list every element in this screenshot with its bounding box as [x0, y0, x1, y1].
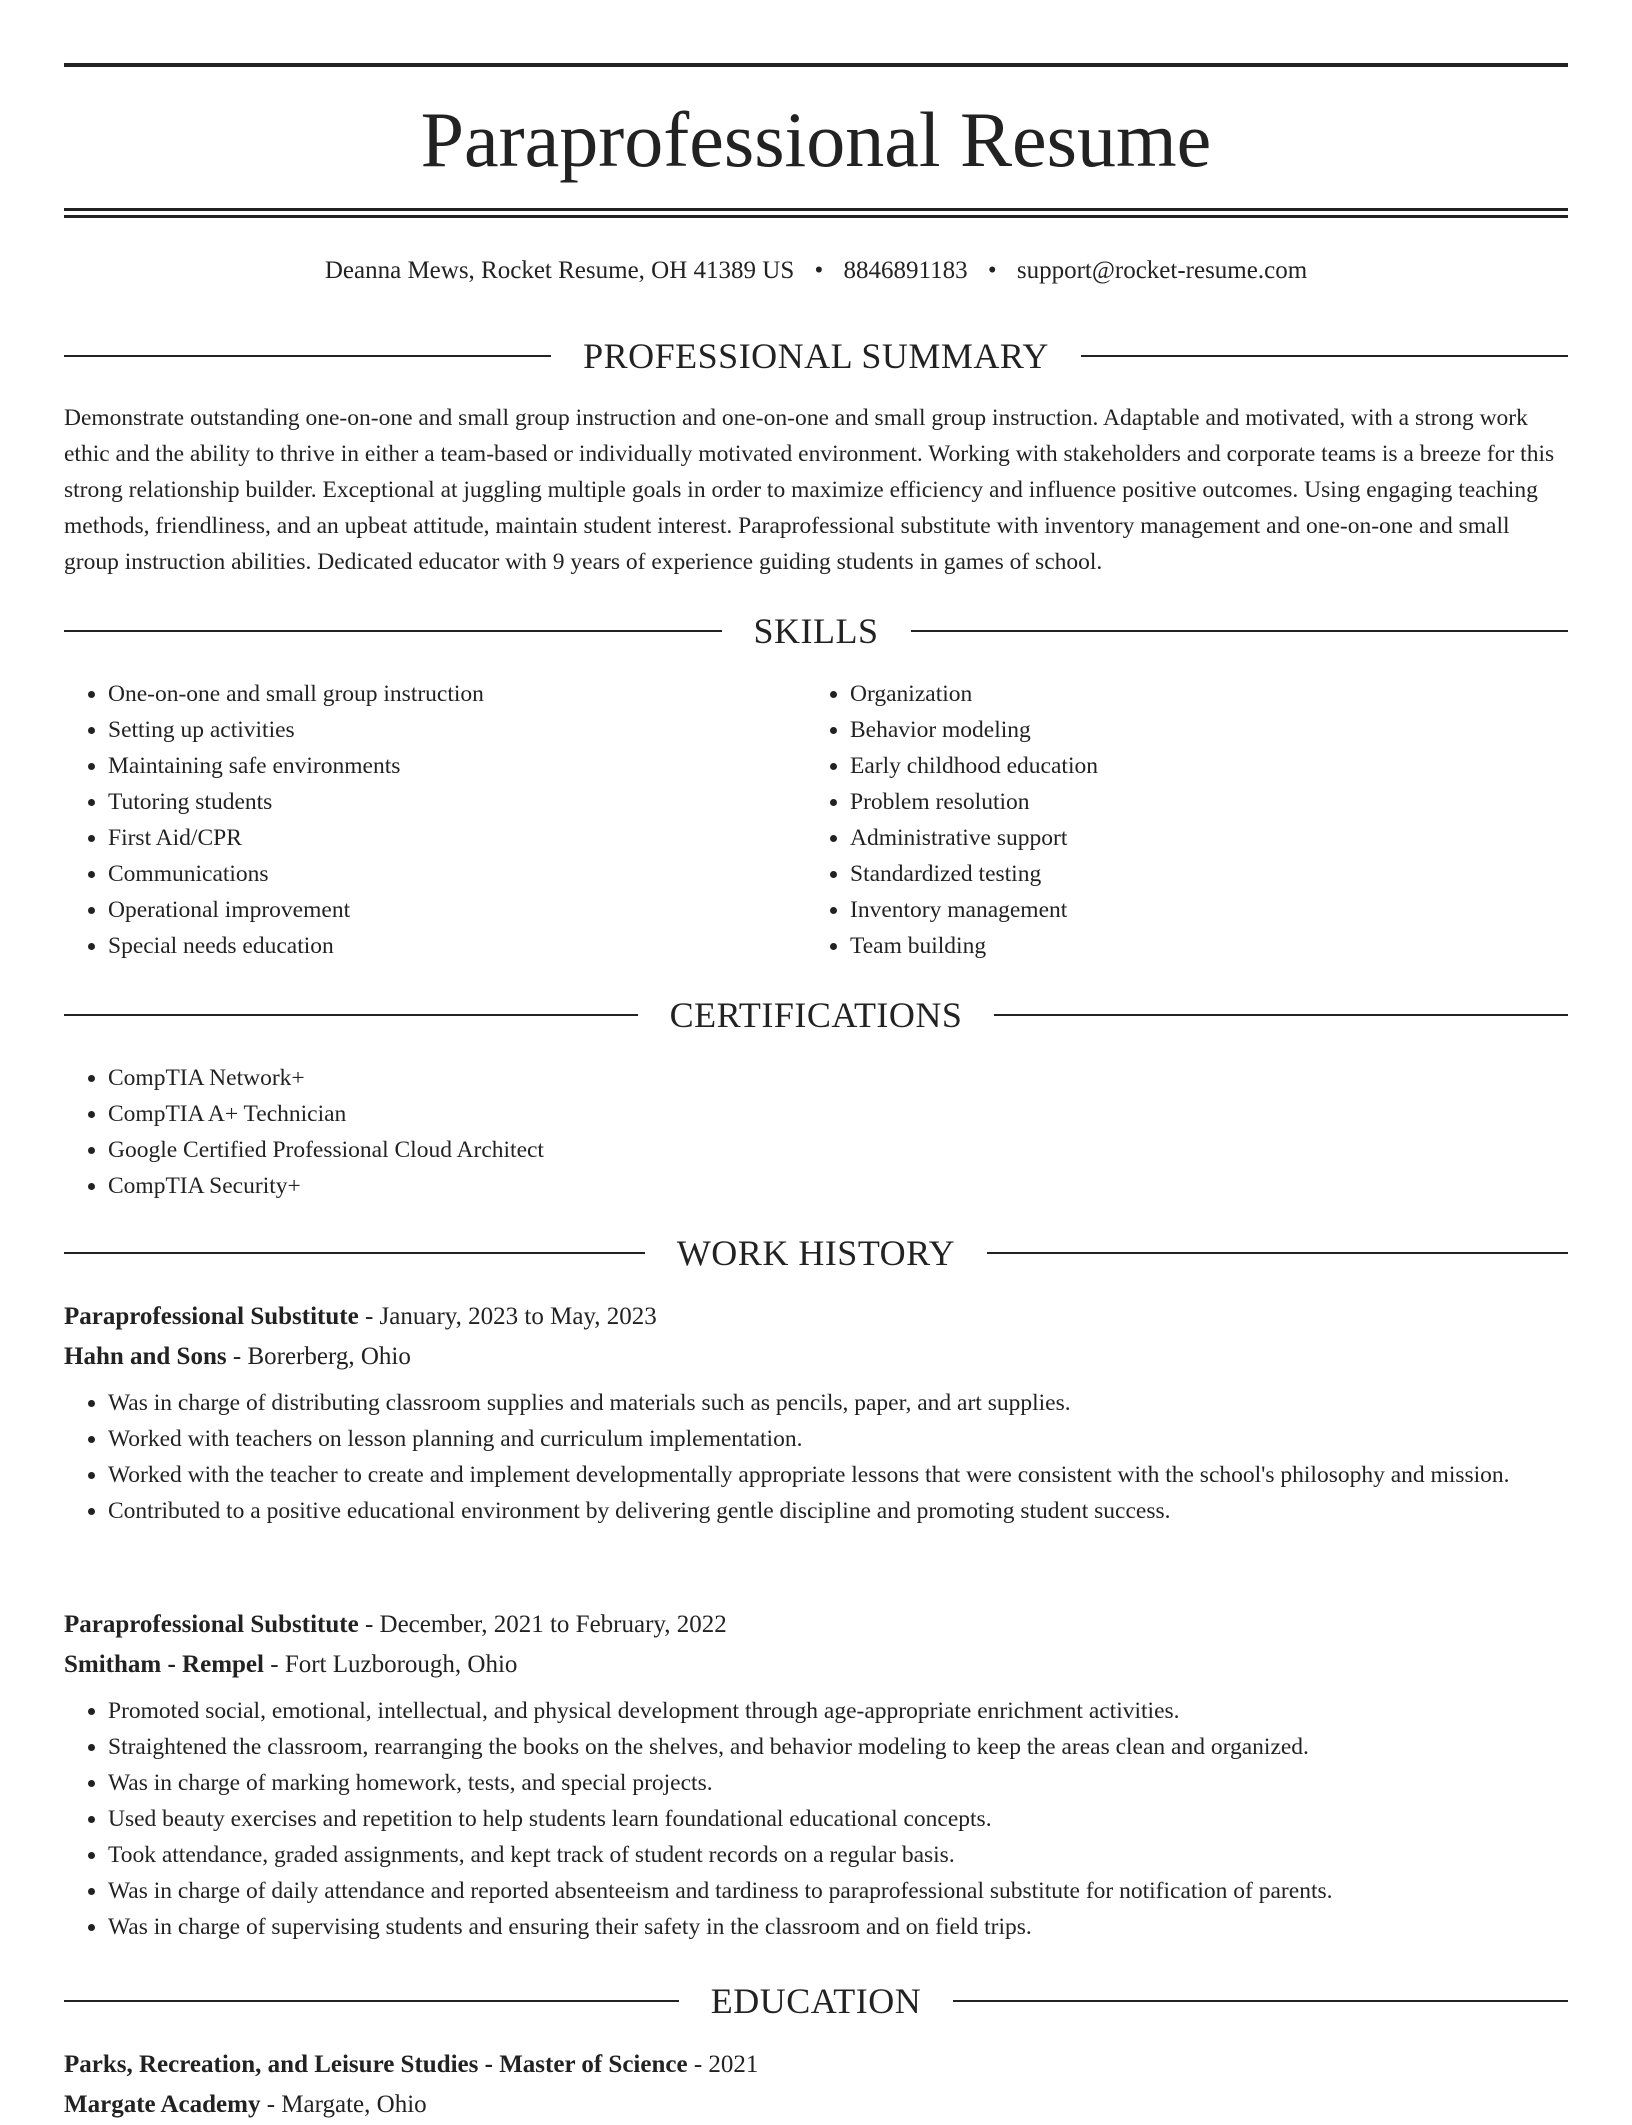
education-degree: Parks, Recreation, and Leisure Studies - Master of Science [64, 2051, 688, 2078]
job-company: Hahn and Sons [64, 1343, 227, 1370]
certification-item: • CompTIA Security+ [108, 1168, 1608, 1204]
work-heading-text: WORK HISTORY [676, 1233, 956, 1273]
education-school-line: Margate Academy - Margate, Ohio [64, 2091, 427, 2118]
job-title-line: Paraprofessional Substitute - December, 2021 to February, 2022 [64, 1611, 727, 1638]
skill-item: • Setting up activities [108, 712, 808, 748]
skills-list-right [806, 676, 1550, 964]
job-bullet: • Took attendance, graded assignments, and kept track of student records on a regular basis. [108, 1837, 1568, 1873]
job-title: Paraprofessional Substitute [64, 1611, 359, 1638]
job-dates: January, 2023 to May, 2023 [379, 1303, 657, 1330]
job-company-line: Smitham - Rempel - Fort Luzborough, Ohio [64, 1651, 518, 1678]
job-bullet: • Promoted social, emotional, intellectual, and physical development through age-appropriate enrichment activities. [108, 1693, 1568, 1729]
heading-rule [64, 1014, 638, 1016]
heading-rule [911, 630, 1569, 632]
summary-heading [64, 334, 1568, 378]
skills-list-left [64, 676, 808, 964]
education-heading [64, 1979, 1568, 2023]
skill-item: • Special needs education [108, 928, 808, 964]
education-entry [64, 2045, 1568, 2125]
work-heading [64, 1231, 1568, 1275]
job-bullet: • Worked with teachers on lesson planning and curriculum implementation. [108, 1421, 1568, 1457]
heading-rule [1081, 355, 1568, 357]
job-bullet: • Was in charge of marking homework, tests, and special projects. [108, 1765, 1568, 1801]
heading-rule [64, 630, 722, 632]
skills-heading-text: SKILLS [753, 611, 879, 651]
certifications-heading-text: CERTIFICATIONS [669, 995, 963, 1035]
skill-item: • Standardized testing [850, 856, 1550, 892]
job-company-line: Hahn and Sons - Borerberg, Ohio [64, 1343, 411, 1370]
skill-item: • Behavior modeling [850, 712, 1550, 748]
title-underline-2 [64, 215, 1568, 218]
education-location: Margate, Ohio [281, 2091, 427, 2118]
job-entry [64, 1297, 1568, 1529]
education-year: 2021 [708, 2051, 759, 2078]
skill-item: • First Aid/CPR [108, 820, 808, 856]
certifications-list [64, 1060, 1608, 1204]
skill-item: • Tutoring students [108, 784, 808, 820]
page-title: Paraprofessional Resume [420, 96, 1212, 183]
certifications-heading [64, 993, 1568, 1037]
summary-heading-text: PROFESSIONAL SUMMARY [583, 336, 1049, 376]
summary-text: Demonstrate outstanding one-on-one and small group instruction and one-on-one and small group instruction. Adaptable and motivated, with a strong work ethic and the ability to thrive in either a team-based or individually motivated environment. Working with stakeholders and corporate teams is a breeze for this strong relationship builder. Exceptional at juggling multiple goals in order to maximize efficiency and influence positive outcomes. Using engaging teaching methods, friendliness, and an upbeat attitude, maintain student interest. Paraprofessional substitute with inventory management and one-on-one and small group instruction abilities. Dedicated educator with 9 years of experience guiding students in games of school. [64, 405, 1555, 575]
contact-email: support@rocket-resume.com [1016, 257, 1308, 284]
job-location: Fort Luzborough, Ohio [284, 1651, 518, 1678]
contact-phone: 8846891183 [843, 257, 968, 284]
skill-item: • One-on-one and small group instruction [108, 676, 808, 712]
heading-rule [953, 2000, 1568, 2002]
title-underline-1 [64, 208, 1568, 211]
job-bullet: • Used beauty exercises and repetition to help students learn foundational educational concepts. [108, 1801, 1568, 1837]
contact-line [0, 253, 1632, 289]
skills-heading [64, 609, 1568, 653]
job-bullet: • Straightened the classroom, rearranging the books on the shelves, and behavior modeling to keep the areas clean and organized. [108, 1729, 1568, 1765]
skill-item: • Inventory management [850, 892, 1550, 928]
job-bullets [64, 1693, 1568, 1945]
job-dates: December, 2021 to February, 2022 [379, 1611, 727, 1638]
job-company: Smitham - Rempel [64, 1651, 264, 1678]
job-entry [64, 1605, 1568, 1945]
job-bullet: • Was in charge of supervising students and ensuring their safety in the classroom and on field trips. [108, 1909, 1568, 1945]
job-location: Borerberg, Ohio [247, 1343, 411, 1370]
job-title-line: Paraprofessional Substitute - January, 2023 to May, 2023 [64, 1303, 657, 1330]
certification-item: • Google Certified Professional Cloud Architect [108, 1132, 1608, 1168]
skill-item: • Team building [850, 928, 1550, 964]
job-bullet: • Was in charge of distributing classroom supplies and materials such as pencils, paper, and art supplies. [108, 1385, 1568, 1421]
skill-item: • Communications [108, 856, 808, 892]
heading-rule [994, 1014, 1568, 1016]
skill-item: • Administrative support [850, 820, 1550, 856]
heading-rule [64, 1252, 645, 1254]
heading-rule [64, 355, 551, 357]
certification-item: • CompTIA Network+ [108, 1060, 1608, 1096]
heading-rule [64, 2000, 679, 2002]
heading-rule [987, 1252, 1568, 1254]
skill-item: • Operational improvement [108, 892, 808, 928]
job-bullet: • Worked with the teacher to create and implement developmentally appropriate lessons that were consistent with the school's philosophy and mission. [108, 1457, 1568, 1493]
skill-item: • Organization [850, 676, 1550, 712]
contact-separator: • [814, 257, 824, 284]
job-bullet: • Was in charge of daily attendance and reported absenteeism and tardiness to paraprofessional substitute for notification of parents. [108, 1873, 1568, 1909]
job-bullets [64, 1385, 1568, 1529]
skill-item: • Early childhood education [850, 748, 1550, 784]
education-heading-text: EDUCATION [710, 1981, 922, 2021]
contact-separator: • [987, 257, 997, 284]
skill-item: • Problem resolution [850, 784, 1550, 820]
job-title: Paraprofessional Substitute [64, 1303, 359, 1330]
top-rule [64, 63, 1568, 67]
contact-address: Deanna Mews, Rocket Resume, OH 41389 US [324, 257, 795, 284]
skill-item: • Maintaining safe environments [108, 748, 808, 784]
education-degree-line: Parks, Recreation, and Leisure Studies - Master of Science - 2021 [64, 2051, 759, 2078]
education-school: Margate Academy [64, 2091, 261, 2118]
job-bullet: • Contributed to a positive educational environment by delivering gentle discipline and promoting student success. [108, 1493, 1568, 1529]
certification-item: • CompTIA A+ Technician [108, 1096, 1608, 1132]
